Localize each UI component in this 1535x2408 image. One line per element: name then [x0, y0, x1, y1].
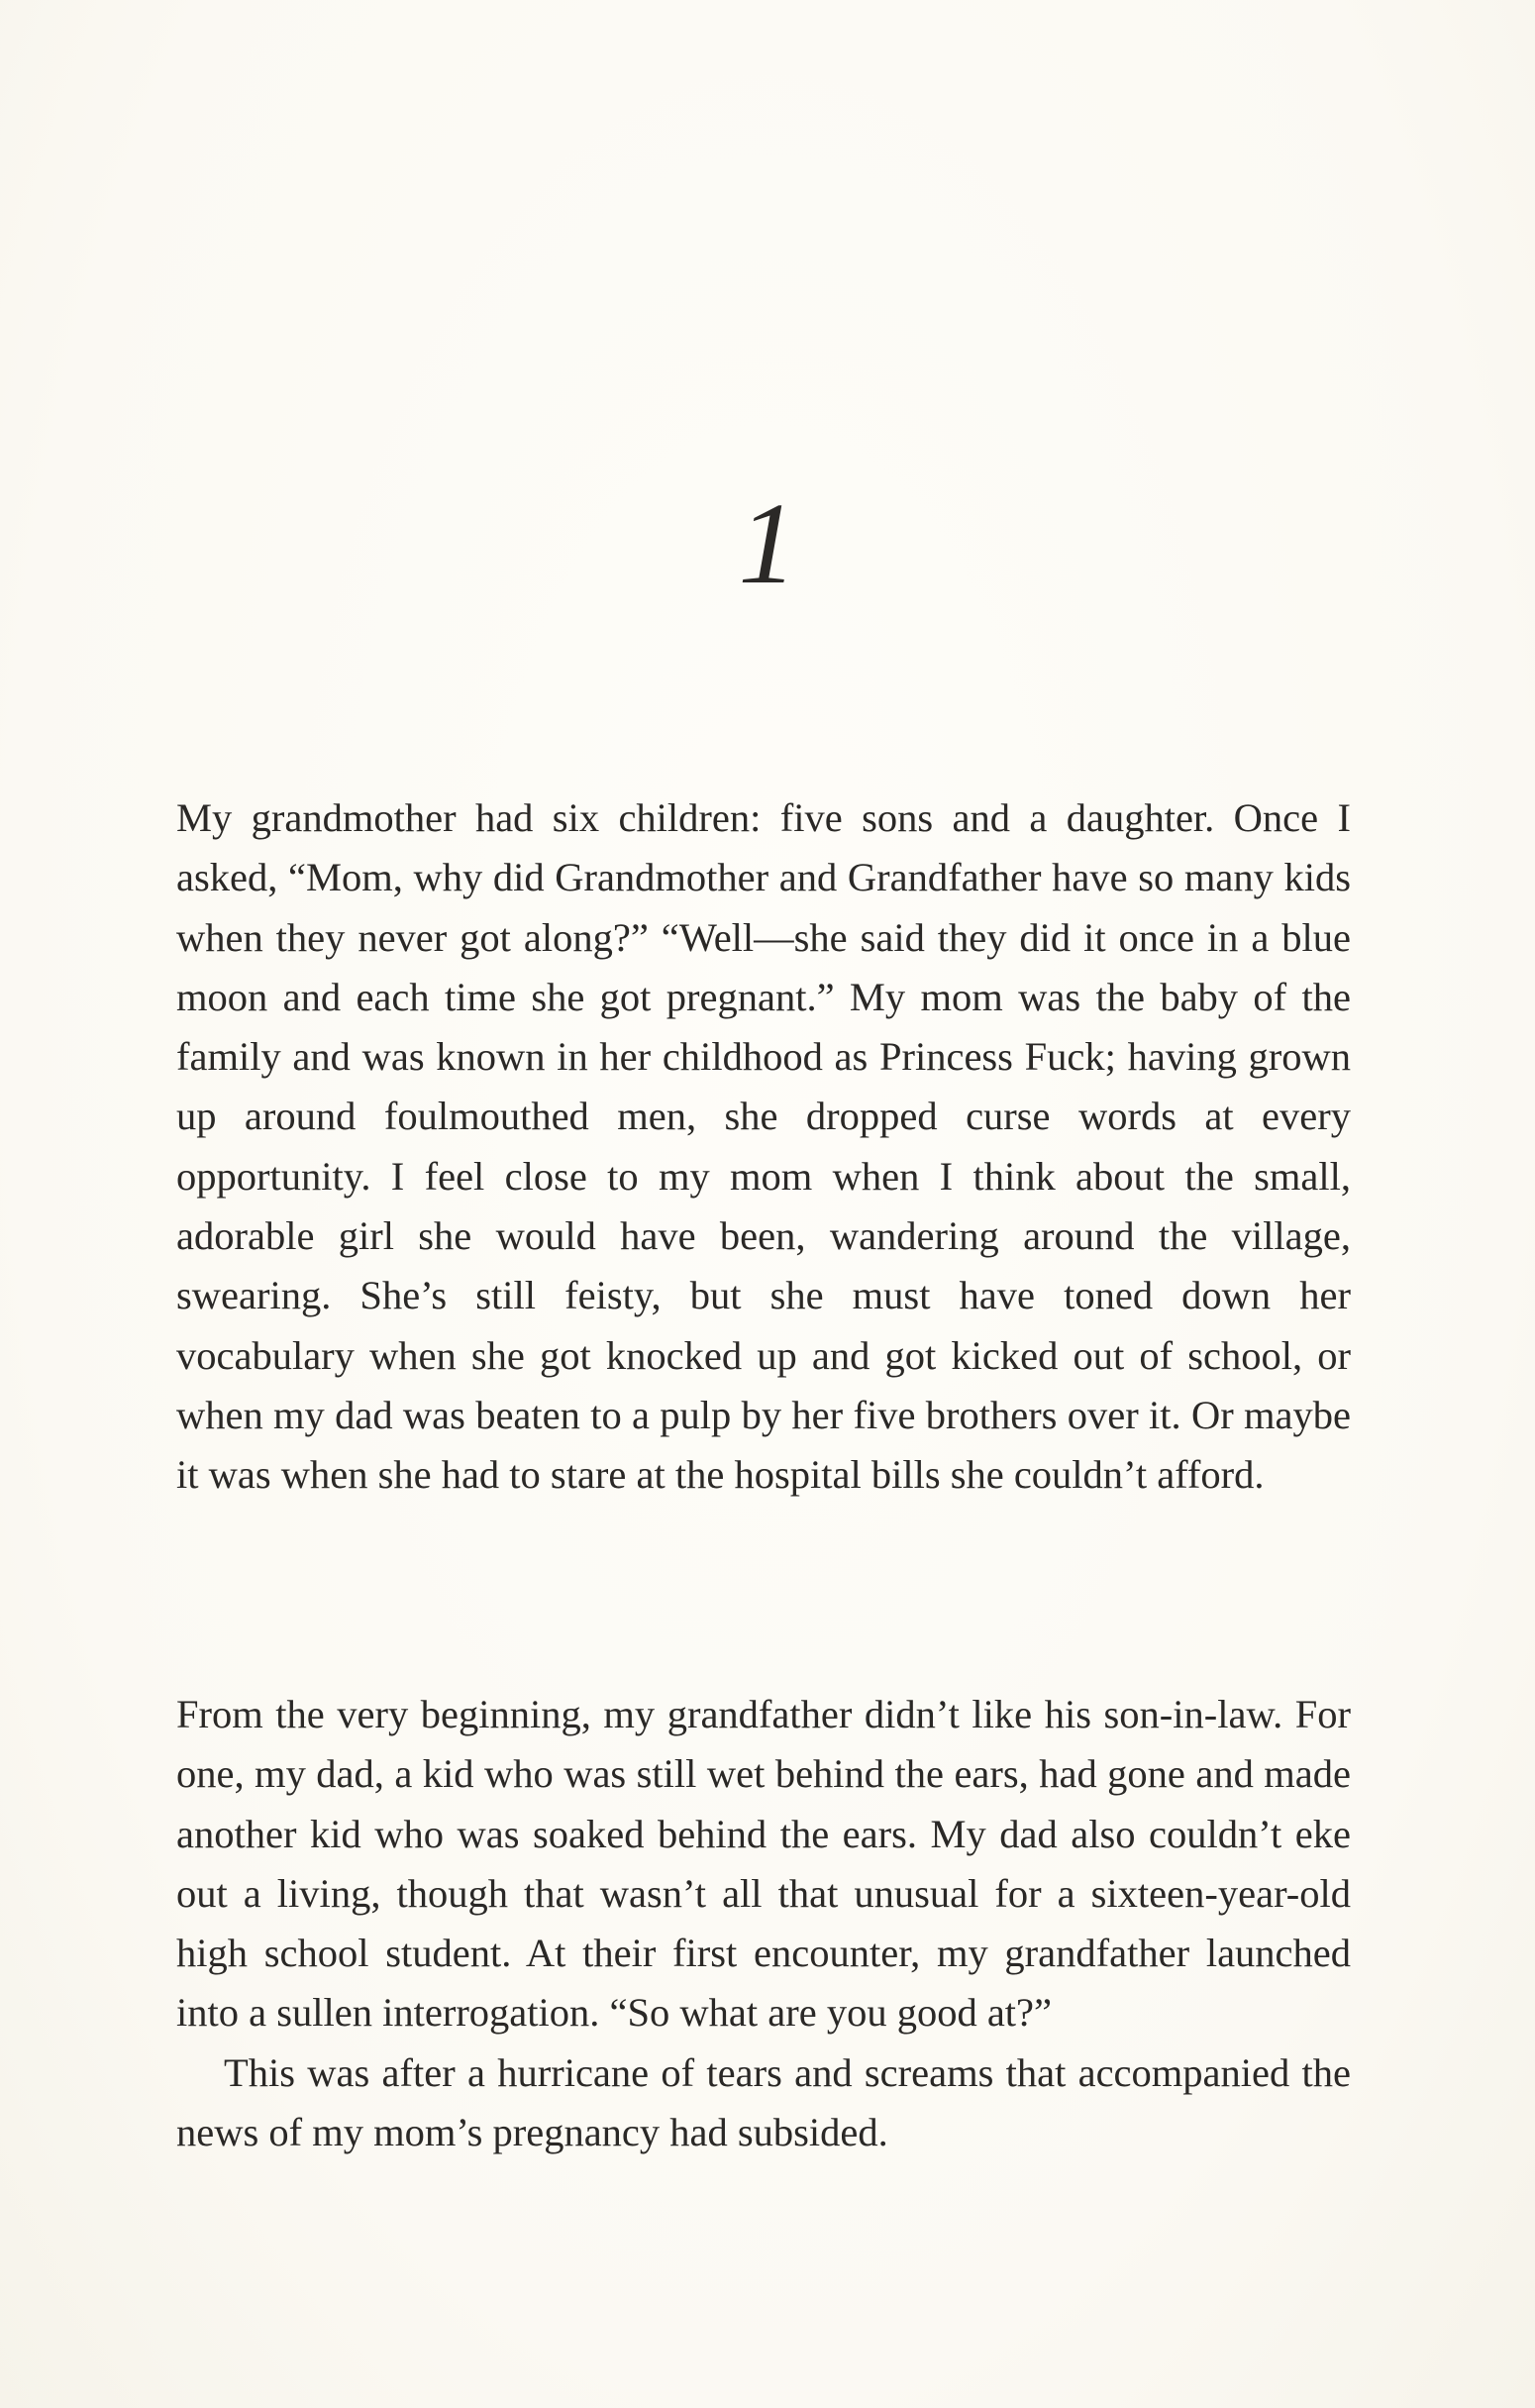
text-section-1	[176, 788, 1351, 1506]
paragraph: From the very beginning, my grandfather didn’t like his son-in-law. For one, my dad, a kid who was still wet behind the ears, had gone and made another kid who was soaked behind the ears. My dad also couldn’t eke out a living, though that wasn’t all that unusual for a sixteen-year-old high school student. At their first encounter, my grandfather launched into a sullen interrogation. “So what are you good at?”	[176, 1692, 1351, 2036]
paragraph: This was after a hurricane of tears and screams that accompanied the news of my mom’s pregnancy had subsided.	[176, 2049, 1351, 2155]
paragraph: My grandmother had six children: five sons and a daughter. Once I asked, “Mom, why did Grandmother and Grandfather have so many kids when they never got along?” “Well—she said they did it once in a blue moon and each time she got pregnant.” My mom was the baby of the family and was known in her childhood as Princess Fuck; having grown up around foulmouthed men, she dropped curse words at every opportunity. I feel close to my mom when I think about the small, adorable girl she would have been, wandering around the village, swearing. She’s still feisty, but she must have toned down her vocabulary when she got knocked up and got kicked out of school, or when my dad was beaten to a pulp by her five brothers over it. Or maybe it was when she had to stare at the hospital bills she couldn’t afford.	[176, 795, 1351, 1498]
chapter-number: 1	[738, 478, 797, 608]
text-section-2	[176, 1685, 1351, 2162]
